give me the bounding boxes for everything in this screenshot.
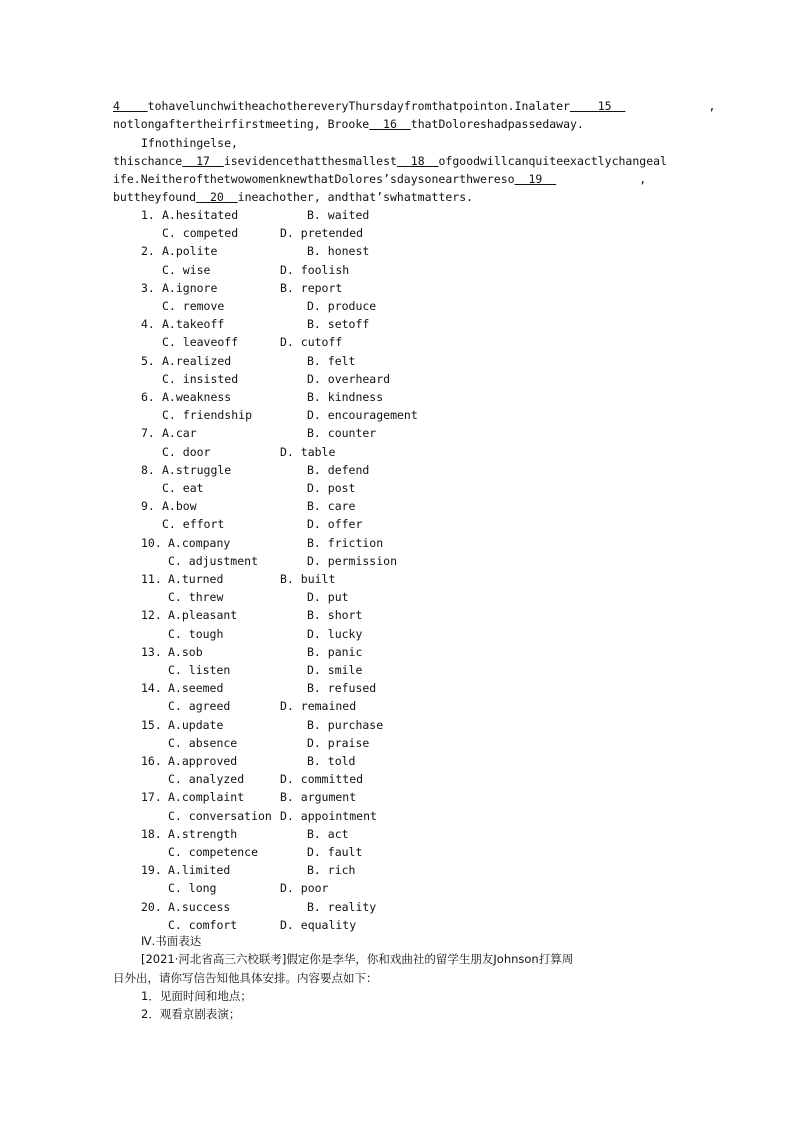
passage-line-3: Ifnothingelse,	[141, 136, 238, 150]
option-a: A.company	[168, 535, 231, 550]
option-b: B. defend	[307, 462, 370, 477]
option-a: A.update	[168, 717, 224, 732]
option-c: C. conversation	[168, 808, 272, 823]
option-b: B. waited	[307, 208, 370, 222]
option-c: C. leaveoff	[162, 335, 239, 350]
option-a: A.sob	[168, 644, 203, 659]
question-number: 11.	[141, 572, 162, 586]
option-b: B. kindness	[307, 390, 384, 404]
question-number: 18.	[141, 826, 162, 841]
question-number: 12.	[141, 608, 162, 623]
option-d: D. table	[280, 444, 336, 459]
option-b: B. friction	[307, 535, 384, 550]
question-number: 2.	[141, 244, 155, 259]
option-d: D. praise	[307, 735, 370, 750]
option-c: C. competence	[168, 845, 259, 859]
option-b: B. counter	[307, 426, 377, 441]
option-d: D. cutoff	[280, 335, 343, 350]
question-number: 13.	[141, 644, 162, 659]
option-d: D. appointment	[280, 808, 377, 823]
question-number: 17.	[141, 790, 162, 805]
option-a: A.polite	[162, 244, 218, 259]
option-b: B. act	[307, 826, 349, 841]
question-number: 20.	[141, 899, 162, 914]
blank-16: 16	[383, 117, 397, 131]
blank-20: 20	[209, 190, 224, 204]
option-c: C. adjustment	[168, 553, 259, 568]
option-c: C. friendship	[162, 408, 253, 423]
option-d: D. foolish	[280, 262, 350, 277]
option-b: B. reality	[307, 899, 377, 914]
option-c: C. threw	[168, 590, 224, 605]
option-d: D. offer	[307, 517, 363, 532]
option-c: C. competed	[162, 226, 239, 241]
option-b: B. built	[280, 572, 336, 586]
option-a: A.ignore	[162, 280, 218, 295]
option-a: A.takeoff	[162, 317, 225, 332]
blank-17: 17	[196, 154, 210, 168]
option-a: A.strength	[168, 826, 238, 841]
option-a: A.realized	[162, 353, 232, 368]
passage-line-6: buttheyfound 20 ineachother, andthat’swhatmatters.	[113, 190, 474, 204]
option-b: B. argument	[280, 790, 357, 805]
passage-line-5: ife.NeitherofthetwowomenknewthatDolores’sdaysonearthwereso 19 ,	[113, 172, 647, 186]
option-d: D. encouragement	[307, 408, 418, 423]
option-a: A.pleasant	[168, 608, 238, 623]
option-d: D. smile	[307, 663, 363, 677]
question-number: 4.	[141, 317, 155, 332]
option-d: D. put	[307, 590, 349, 605]
option-c: C. long	[168, 881, 217, 896]
option-d: D. remained	[280, 699, 357, 714]
option-d: D. pretended	[280, 226, 364, 241]
option-b: B. panic	[307, 644, 363, 659]
option-a: A.limited	[168, 863, 231, 878]
option-c: C. effort	[162, 517, 225, 532]
question-number: 10.	[141, 535, 162, 550]
option-c: C. absence	[168, 735, 238, 750]
passage-line-1: 4 tohavelunchwitheachothereveryThursdayfromthatpointon.Inalater 15 ,	[113, 99, 716, 113]
option-d: D. equality	[280, 917, 357, 932]
blank-19: 19	[528, 172, 543, 186]
option-b: B. purchase	[307, 717, 384, 732]
option-b: B. rich	[307, 863, 356, 878]
option-a: A.weakness	[162, 390, 232, 404]
section-heading: Ⅳ.书面表达	[141, 934, 202, 948]
option-a: A.success	[168, 899, 231, 914]
option-d: D. poor	[280, 881, 329, 896]
question-number: 19.	[141, 863, 162, 878]
option-c: C. remove	[162, 299, 225, 313]
option-a: A.hesitated	[162, 208, 239, 222]
option-d: D. fault	[307, 845, 363, 859]
blank-4: 4	[113, 99, 120, 113]
option-d: D. permission	[307, 553, 398, 568]
passage-line-2: notlongaftertheirfirstmeeting, Brooke 16 thatDoloreshadpassedaway.	[113, 117, 584, 131]
writing-prompt-line-1: [2021·河北省高三六校联考]假定你是李华，你和戏曲社的留学生朋友Johnson打算周	[141, 952, 574, 966]
question-number: 5.	[141, 353, 155, 368]
blank-18: 18	[410, 154, 425, 168]
option-c: C. agreed	[168, 699, 231, 714]
option-b: B. told	[307, 754, 356, 768]
option-d: D. committed	[280, 772, 364, 787]
option-b: B. short	[307, 608, 363, 623]
option-c: C. door	[162, 444, 211, 459]
option-c: C. comfort	[168, 917, 238, 932]
option-b: B. felt	[307, 353, 356, 368]
question-number: 7.	[141, 426, 155, 441]
option-c: C. tough	[168, 626, 224, 641]
option-a: A.approved	[168, 754, 238, 768]
question-number: 6.	[141, 390, 155, 404]
option-a: A.car	[162, 426, 197, 441]
option-a: A.complaint	[168, 790, 245, 805]
question-number: 3.	[141, 280, 155, 295]
question-number: 16.	[141, 754, 162, 768]
option-b: B. honest	[307, 244, 370, 259]
blank-15: 15	[597, 99, 612, 113]
option-a: A.seemed	[168, 681, 224, 696]
option-c: C. listen	[168, 663, 231, 677]
option-c: C. wise	[162, 262, 211, 277]
question-number: 8.	[141, 462, 155, 477]
question-number: 14.	[141, 681, 162, 696]
option-b: B. report	[280, 280, 343, 295]
option-c: C. insisted	[162, 371, 239, 386]
option-d: D. overheard	[307, 371, 391, 386]
passage-line-4: thischance 17 isevidencethatthesmallest 18 ofgoodwillcanquiteexactlychangeal	[113, 154, 667, 168]
option-c: C. eat	[162, 481, 204, 495]
option-d: D. lucky	[307, 626, 363, 641]
writing-point-2: 2．观看京剧表演；	[141, 1007, 241, 1021]
option-b: B. care	[307, 499, 356, 514]
option-d: D. post	[307, 481, 356, 495]
option-b: B. refused	[307, 681, 377, 696]
option-a: A.bow	[162, 499, 197, 514]
option-a: A.struggle	[162, 462, 232, 477]
option-c: C. analyzed	[168, 772, 245, 787]
writing-prompt-line-2: 日外出，请你写信告知他具体安排。内容要点如下：	[113, 971, 378, 985]
question-number: 9.	[141, 499, 155, 514]
writing-point-1: 1．见面时间和地点；	[141, 989, 252, 1003]
option-a: A.turned	[168, 572, 224, 586]
option-b: B. setoff	[307, 317, 370, 332]
question-number: 1.	[141, 208, 155, 222]
question-number: 15.	[141, 717, 162, 732]
option-d: D. produce	[307, 299, 377, 313]
